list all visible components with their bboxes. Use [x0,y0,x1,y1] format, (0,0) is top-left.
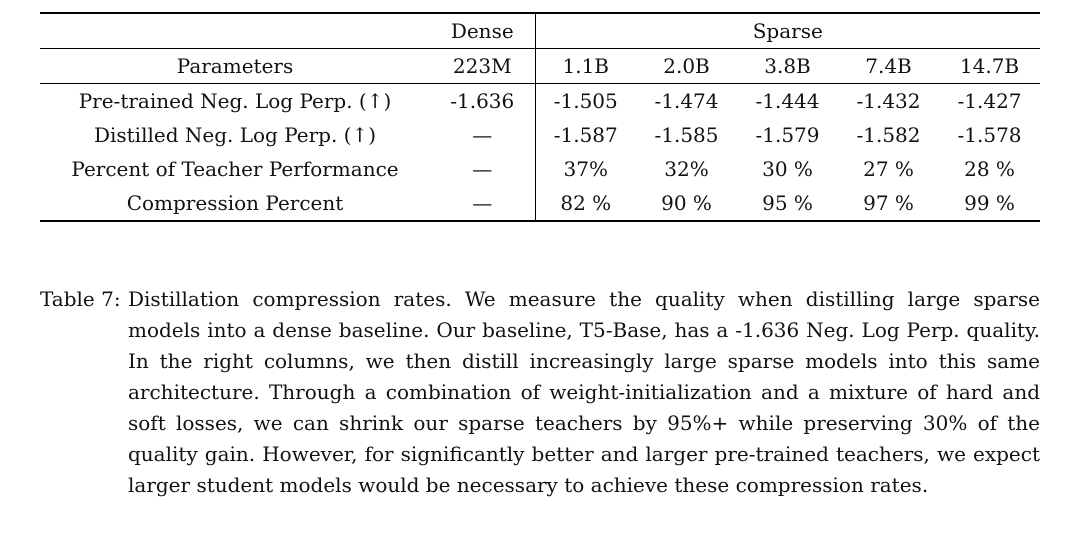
table-cell: 95 % [762,191,813,215]
table-cell: 90 % [661,191,712,215]
table-cell: — [430,118,535,152]
row-label: Distilled Neg. Log Perp. (↑) [93,123,377,147]
results-table [40,12,1040,222]
empty-cell [40,13,430,49]
table-cell: 28 % [964,157,1015,181]
row-label: Pre-trained Neg. Log Perp. (↑) [78,89,392,113]
caption-label: Table 7: [40,287,121,311]
table-cell: -1.636 [430,84,535,119]
table-cell: 32% [664,157,709,181]
table-cell: -1.427 [957,89,1022,113]
row-label: Percent of Teacher Performance [71,157,399,181]
row-label: Compression Percent [126,191,344,215]
table-cell: 2.0B [636,49,737,84]
table-cell: -1.579 [755,123,820,147]
table-cell: 7.4B [838,49,939,84]
table-cell: 82 % [560,191,612,215]
table-row-pretrained [40,84,1040,119]
table-cell: — [430,186,535,221]
table-cell: -1.432 [856,89,921,113]
table-cell: -1.444 [755,89,820,113]
table-cell: 14.7B [939,49,1040,84]
table-cell: -1.578 [957,123,1022,147]
table-cell: 30 % [762,157,813,181]
table-cell: -1.474 [654,89,719,113]
table-cell: -1.587 [553,123,618,147]
table-cell: 37% [563,157,608,181]
caption-text: Distillation compression rates. We measure the quality when distilling large sparse models into a dense baseline. Our baseline, T5-Base, has a -1.636 Neg. Log Perp. quality. In the right columns, we then distill increasingly large sparse models into this same architecture. Through a combination of weight-initialization and a mixture of hard and soft losses, we can shrink our sparse teachers by 95%+ while preserving 30% of the quality gain. However, for significantly better and larger pre-trained teachers, we expect larger student models would be necessary to achieve these compression rates. [128,287,1040,497]
table-row-distilled [40,118,1040,152]
row-label: Parameters [40,49,430,84]
table-cell: 97 % [863,191,914,215]
table-cell: 3.8B [737,49,838,84]
table-row-parameters [40,49,1040,84]
sparse-group-header: Sparse [535,13,1040,49]
table-cell: -1.585 [654,123,719,147]
table-caption [40,284,1040,501]
table-row-compression [40,186,1040,221]
table-cell: 27 % [863,157,914,181]
table-cell: 1.1B [535,49,636,84]
table-row-group-header [40,13,1040,49]
table-cell: — [430,152,535,186]
table-cell: -1.505 [553,89,618,113]
table-cell: 223M [430,49,535,84]
table-cell: 99 % [964,191,1015,215]
table-cell: -1.582 [856,123,921,147]
table-row-teacher-performance [40,152,1040,186]
dense-group-header: Dense [430,13,535,49]
